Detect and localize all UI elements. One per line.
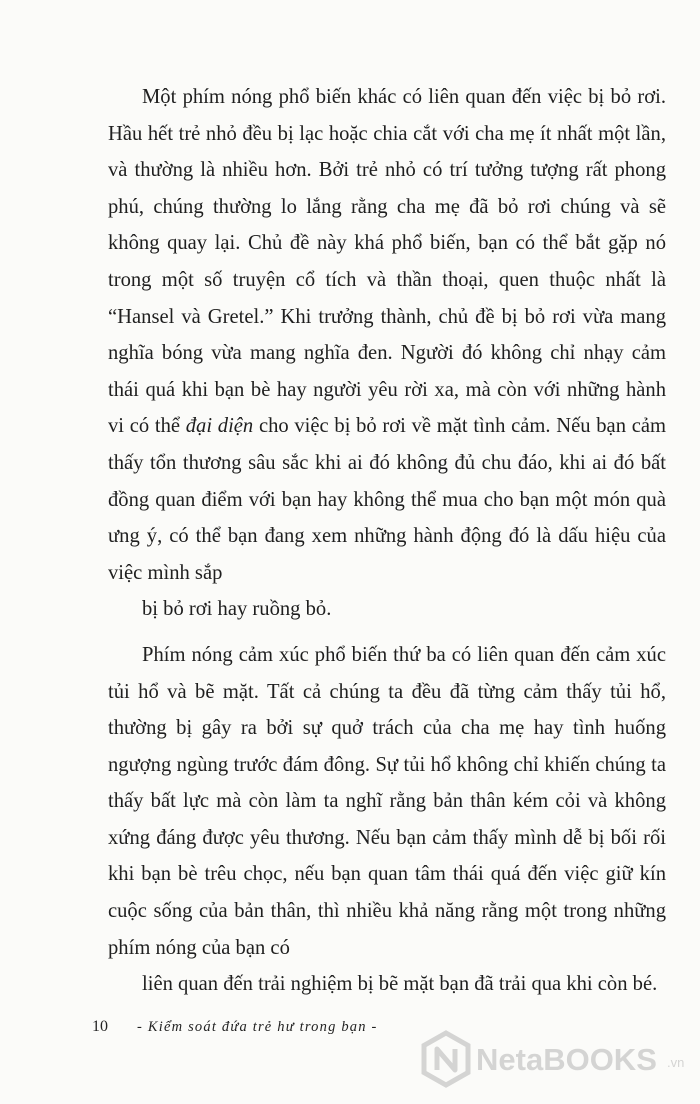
n-logo-icon	[420, 1030, 472, 1088]
page-number: 10	[92, 1018, 108, 1035]
watermark-brand: NetaBOOKS	[476, 1042, 657, 1077]
paragraph-text: Một phím nóng phổ biến khác có liên quan đến việc bị bỏ rơi. Hầu hết trẻ nhỏ đều bị lạc hoặc chia cắt với cha mẹ ít nhất một lần, và thường là nhiều hơn. Bởi trẻ nhỏ có trí tưởng tượng rất phong phú, chúng thường lo lắng rằng cha mẹ đã bỏ rơi chúng và sẽ không quay lại. Chủ đề này khá phổ biến, bạn có thể bắt gặp nó trong một số truyện cổ tích và thần thoại, quen thuộc nhất là “Hansel và Gretel.” Khi trưởng thành, chủ đề bị bỏ rơi vừa mang nghĩa bóng vừa mang nghĩa đen. Người đó không chỉ nhạy cảm thái quá khi bạn bè hay người yêu rời xa, mà còn với những hành vi có thể	[108, 86, 666, 438]
page-footer	[92, 1016, 432, 1044]
watermark-suffix: .vn	[667, 1055, 685, 1070]
body-text	[108, 79, 666, 1003]
paragraph-text: Phím nóng cảm xúc phổ biến thứ ba có liên quan đến cảm xúc tủi hổ và bẽ mặt. Tất cả chúng ta đều đã từng cảm thấy tủi hổ, thường bị gây ra bởi sự quở trách của cha mẹ hay tình huống ngượng ngùng trước đám đông. Sự tủi hổ không chỉ khiến chúng ta thấy bất lực mà còn làm ta nghĩ rằng bản thân kém cỏi và không xứng đáng được yêu thương. Nếu bạn cảm thấy mình dễ bị bối rối khi bạn bè trêu chọc, nếu bạn quan tâm thái quá đến việc giữ kín cuộc sống của bản thân, thì nhiều khả năng rằng một trong những phím nóng của bạn có	[108, 643, 666, 959]
running-title: - Kiểm soát đứa trẻ hư trong bạn -	[137, 1019, 378, 1035]
paragraph-last-line: bị bỏ rơi hay ruồng bỏ.	[142, 598, 332, 621]
paragraph-abandonment	[108, 79, 666, 628]
watermark	[420, 1030, 692, 1090]
paragraph-shame	[108, 637, 666, 1003]
paragraph-text: cho việc bị bỏ rơi về mặt tình cảm. Nếu bạn cảm thấy tổn thương sâu sắc khi ai đó không đủ chu đáo, khi ai đó bất đồng quan điểm với bạn hay không thể mua cho bạn một món quà ưng ý, có thể bạn đang xem những hành động đó là dấu hiệu của việc mình sắp	[108, 415, 667, 584]
paragraph-last-line: liên quan đến trải nghiệm bị bẽ mặt bạn đã trải qua khi còn bé.	[142, 973, 658, 996]
emphasized-text: đại diện	[185, 415, 254, 438]
